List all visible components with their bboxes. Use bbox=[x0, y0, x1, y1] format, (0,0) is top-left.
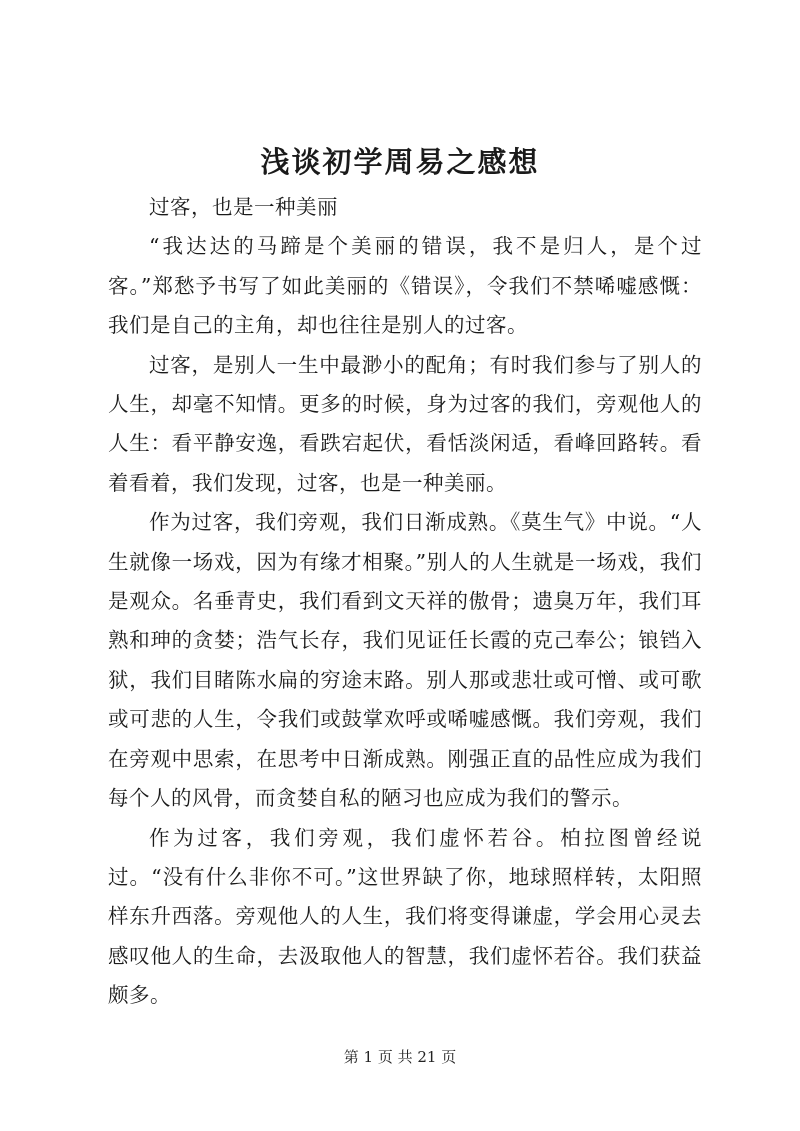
document-body bbox=[108, 188, 702, 1016]
document-title: 浅谈初学周易之感想 bbox=[260, 145, 540, 179]
paragraph-2: “我达达的马蹄是个美丽的错误，我不是归人，是个过客。”郑愁予书写了如此美丽的《错误》，令我们不禁唏嘘感慨：我们是自己的主角，却也往往是别人的过客。 bbox=[108, 234, 702, 338]
paragraph-5: 作为过客，我们旁观，我们虚怀若谷。柏拉图曾经说过。“没有什么非你不可。”这世界缺了你，地球照样转，太阳照样东升西落。旁观他人的人生，我们将变得谦虚，学会用心灵去感叹他人的生命，去汲取他人的智慧，我们虚怀若谷。我们获益颇多。 bbox=[108, 825, 702, 1008]
page-number-footer: 第 1 页 共 21 页 bbox=[343, 1048, 457, 1066]
paragraph-4: 作为过客，我们旁观，我们日渐成熟。《莫生气》中说。“人生就像一场戏，因为有缘才相聚。”别人的人生就是一场戏，我们是观众。名垂青史，我们看到文天祥的傲骨；遗臭万年，我们耳熟和珅的贪婪；浩气长存，我们见证任长霞的克己奉公；锒铛入狱，我们目睹陈水扁的穷途末路。别人那或悲壮或可憎、或可歌或可悲的人生，令我们或鼓掌欢呼或唏嘘感慨。我们旁观，我们在旁观中思索，在思考中日渐成熟。刚强正直的品性应成为我们每个人的风骨，而贪婪自私的陋习也应成为我们的警示。 bbox=[108, 510, 702, 811]
paragraph-3: 过客，是别人一生中最渺小的配角；有时我们参与了别人的人生，却毫不知情。更多的时候，身为过客的我们，旁观他人的人生：看平静安逸，看跌宕起伏，看恬淡闲适，看峰回路转。看着看着，我们发现，过客，也是一种美丽。 bbox=[108, 352, 702, 495]
paragraph-1: 过客，也是一种美丽 bbox=[149, 195, 338, 219]
